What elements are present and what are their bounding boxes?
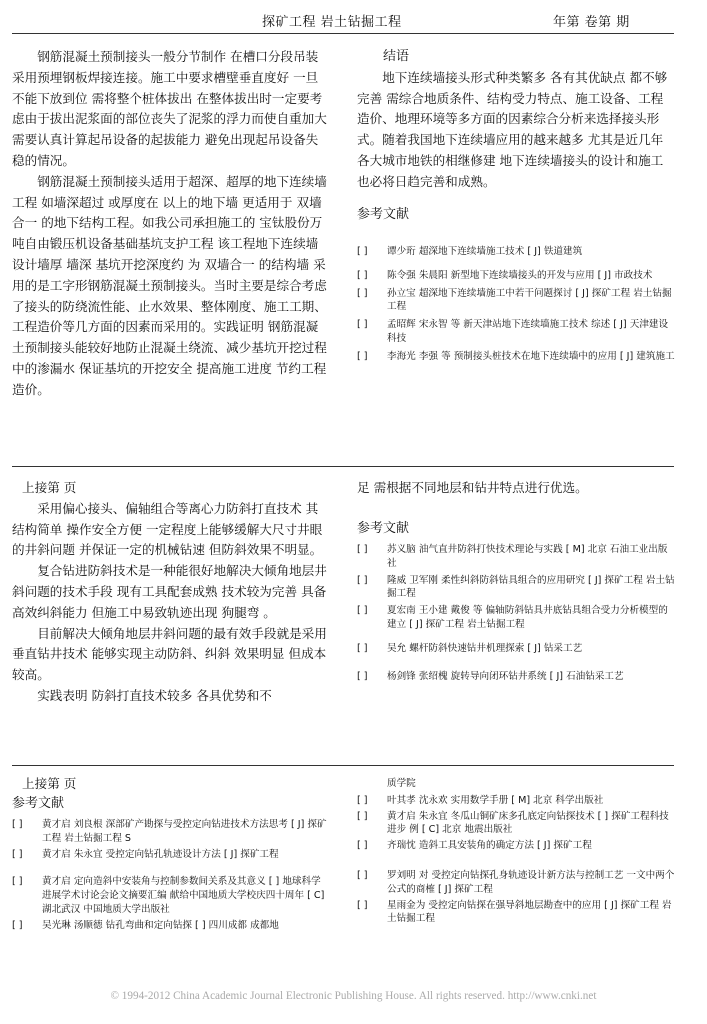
s3-left-refs: [12, 818, 330, 933]
ref-item: [ ] 黄才启 定向造斜中安装角与控制参数间关系及其意义 [ ] 地球科学进展学术讨论会论文摘要汇编 献给中国地质大学校庆四十周年 [ C] 湖北武汉 中国地质大学出版社: [12, 876, 325, 915]
ref-item: [ ] 吴允 螺杆防斜快速钻井机理探索 [ J] 钻采工艺: [357, 642, 583, 654]
ref-item: [ ] 罗刘明 对 受控定向钻探孔身轨迹设计新方法与控制工艺 一文中两个公式的商榷 [ J] 探矿工程: [357, 869, 675, 895]
ref-item: [ ] 吴光琳 汤顺德 钻孔弯曲和定向钻探 [ ] 四川成都 成都地: [12, 919, 279, 931]
paragraph: 复合钻进防斜技术是一种能很好地解决大倾角地层井斜问题的技术手段 现有工具配套成熟 技术较为完善 具备高效纠斜能力 但施工中易致轨迹出现 狗腿弯 。: [12, 563, 327, 620]
paragraph: 足 需根据不同地层和钻井特点进行优选。: [357, 480, 588, 495]
paragraph: 钢筋混凝土预制接头适用于超深、超厚的地下连续墙工程 如墙深超过 或厚度在 以上的地下墙 更适用于 双墙合一 的地下结构工程。如我公司承担施工的 宝钛股份万吨自由锻压机设备基础基坑支护工程 该工程地下连续墙设计墙厚 墙深 基坑开挖深度约 为 双墙合一 的结构墙 采用的是工字形钢筋混凝土预制接头。当时主要是综合考虑了接头的防绕流性能、止水效果、整体刚度、施工工期、工程造价等几方面的因素而采用的。实践证明 钢筋混凝土预制接头能较好地防止混凝土绕流、减少基坑开挖过程中的渗漏水 保证基坑的开挖安全 提高施工进度 节约工程造价。: [12, 173, 327, 397]
section-divider: [12, 466, 674, 467]
s1-left-column: [12, 47, 328, 401]
ref-item: [ ] 李海光 李强 等 预制接头桩技术在地下连续墙中的应用 [ J] 建筑施工: [357, 350, 675, 362]
ref-item: [ ] 夏宏南 王小建 戴俊 等 偏轴防斜钻具井底钻具组合受力分析模型的建立 [ J] 探矿工程 岩土钻掘工程: [357, 605, 668, 630]
header-rule: [12, 33, 674, 34]
s1-right-column: [357, 47, 673, 227]
ref-item: [ ] 星雨金为 受控定向钻探在强导斜地层勘查中的应用 [ J] 探矿工程 岩土钻掘工程: [357, 899, 672, 925]
ref-item: [ ] 隆威 卫军刚 柔性纠斜防斜钻具组合的应用研究 [ J] 探矿工程 岩土钻掘工程: [357, 574, 675, 600]
issue-label: 年第 卷第 期: [553, 15, 630, 30]
ref-item: [ ] 黄才启 刘良根 深部矿产勘探与受控定向钻进技术方法思考 [ J] 探矿工程 岩土钻掘工程 S: [12, 819, 327, 844]
journal-title: 探矿工程 岩土钻掘工程: [262, 15, 402, 30]
paragraph: 钢筋混凝土预制接头一般分节制作 在槽口分段吊装 采用预埋钢板焊接连接。施工中要求槽壁垂直度好 一旦不能下放到位 需将整个桩体拔出 在整体拔出时一定要考虑由于拔出泥浆面的部位丧失了泥浆的浮力而使自重加大 需要认真计算起吊设备的起拔能力 避免出现起吊设备失稳的情况。: [12, 49, 327, 168]
s3-left-heading: [12, 774, 328, 813]
section-divider: [12, 765, 674, 766]
ref-item: [ ] 叶其孝 沈永欢 实用数学手册 [ M] 北京 科学出版社: [357, 794, 604, 806]
ref-item: [ ] 黄才启 朱永宜 受控定向钻孔轨迹设计方法 [ J] 探矿工程: [12, 848, 279, 860]
continued-label: 上接第 页: [22, 776, 77, 791]
s2-refs: [357, 543, 675, 683]
ref-item: [ ] 孟昭辉 宋永智 等 新天津站地下连续墙施工技术 综述 [ J] 天津建设科技: [357, 319, 669, 344]
ref-item: [ ] 苏义脑 油气直井防斜打快技术理论与实践 [ M] 北京 石油工业出版社: [357, 544, 668, 569]
ref-item: [ ] 陈令强 朱晨阳 新型地下连续墙接头的开发与应用 [ J] 市政技术: [357, 269, 653, 281]
refs-heading: 参考文献: [12, 795, 65, 811]
ref-item: [ ] 孙立宝 超深地下连续墙施工中若干问题探讨 [ J] 探矿工程 岩土钻掘工程: [357, 287, 672, 313]
ref-item: [ ] 齐瑞忱 造斜工具安装角的确定方法 [ J] 探矿工程: [357, 840, 592, 852]
ref-item: [ ] 谭少珩 超深地下连续墙施工技术 [ J] 铁道建筑: [357, 246, 583, 257]
s3-right-refs: [357, 777, 675, 926]
paragraph: 采用偏心接头、偏轴组合等离心力防斜打直技术 其结构简单 操作安全方便 一定程度上能够缓解大尺寸井眼的井斜问题 并保证一定的机械钻速 但防斜效果不明显。: [12, 500, 323, 558]
ref-continuation: 质学院: [387, 778, 416, 789]
continued-label: 上接第 页: [22, 480, 77, 495]
s1-refs: [357, 245, 675, 364]
ref-item: [ ] 杨剑锋 张绍槐 旋转导向闭环钻井系统 [ J] 石油钻采工艺: [357, 670, 624, 682]
paragraph: 目前解决大倾角地层井斜问题的最有效手段就是采用垂直钻井技术 能够实现主动防斜、纠斜 效果明显 但成本较高。: [12, 625, 327, 683]
refs-heading: 参考文献: [357, 206, 410, 222]
refs-heading: 参考文献: [357, 520, 410, 536]
s2-right-column: [357, 478, 673, 540]
conclusion-heading: 结语: [383, 49, 410, 64]
conclusion-text: 地下连续墙接头形式种类繁多 各有其优缺点 都不够完善 需综合地质条件、结构受力特点、施工设备、工程造价、地理环境等多方面的因素综合分析来选择接头形式。随着我国地下连续墙应用的越来越多 尤其是近几年各大城市地铁的相继修建 地下连续墙接头的设计和施工也必将日趋完善和成熟。: [357, 69, 668, 189]
copyright-footer: © 1994-2012 China Academic Journal Electronic Publishing House. All rights reserved. http://www.cnki.net: [110, 990, 597, 1002]
paragraph: 实践表明 防斜打直技术较多 各具优势和不: [37, 687, 272, 703]
running-header: [0, 8, 707, 30]
ref-item: [ ] 黄才启 朱永宜 冬瓜山铜矿床多孔底定向钻探技术 [ ] 探矿工程科技进步 例 [ C] 北京 地震出版社: [357, 810, 669, 836]
s2-left-column: [12, 478, 328, 707]
